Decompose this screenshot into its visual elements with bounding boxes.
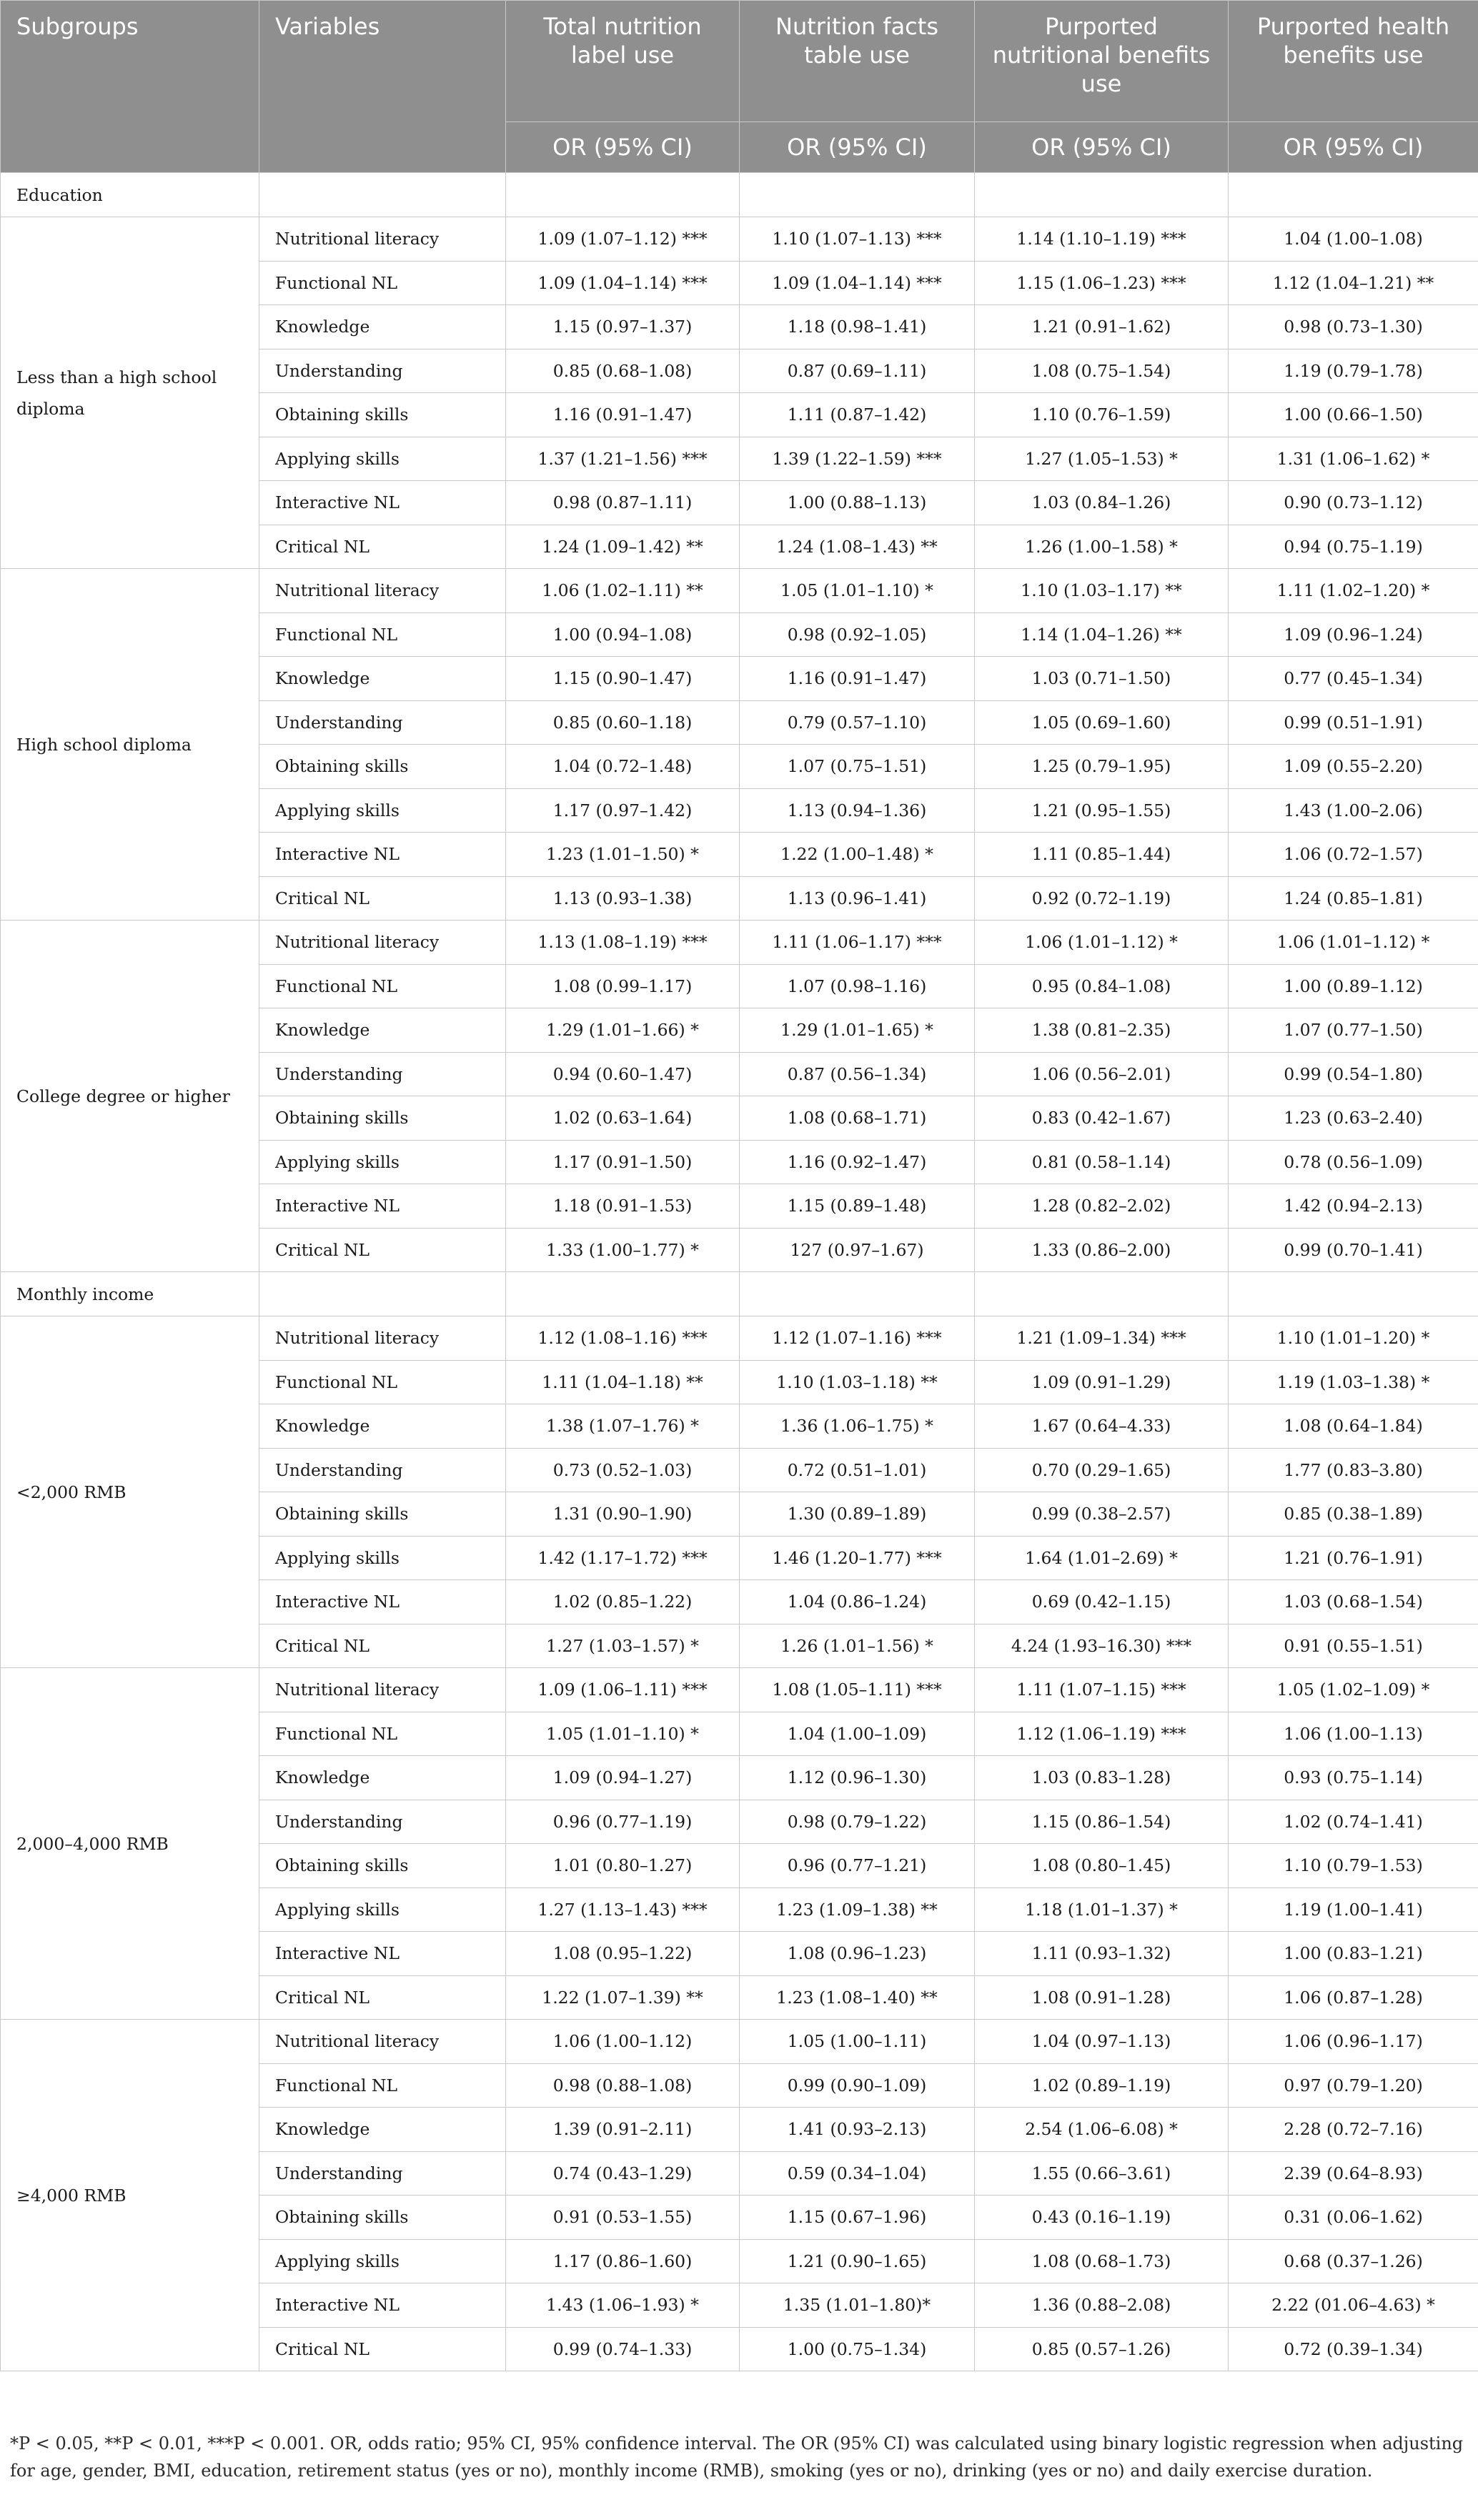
or-ci-value: 1.11 (1.06–1.17) *** — [740, 921, 975, 965]
variable-label: Functional NL — [259, 1712, 506, 1756]
variable-label: Functional NL — [259, 1360, 506, 1404]
or-ci-value: 1.27 (1.05–1.53) * — [975, 437, 1229, 481]
or-ci-value: 1.36 (0.88–2.08) — [975, 2283, 1229, 2328]
or-ci-value: 1.04 (1.00–1.08) — [1229, 217, 1478, 262]
or-ci-value: 1.18 (0.98–1.41) — [740, 305, 975, 349]
or-ci-value: 1.12 (0.96–1.30) — [740, 1756, 975, 1800]
or-ci-value: 1.13 (0.96–1.41) — [740, 876, 975, 921]
or-ci-value: 0.43 (0.16–1.19) — [975, 2196, 1229, 2240]
or-ci-value: 1.22 (1.00–1.48) * — [740, 833, 975, 877]
variable-label: Understanding — [259, 349, 506, 393]
or-ci-value: 1.12 (1.07–1.16) *** — [740, 1316, 975, 1361]
or-ci-value: 1.31 (0.90–1.90) — [506, 1492, 740, 1537]
or-ci-value: 1.02 (0.85–1.22) — [506, 1580, 740, 1624]
or-ci-value: 1.06 (1.00–1.13) — [1229, 1712, 1478, 1756]
or-ci-value: 1.13 (0.93–1.38) — [506, 876, 740, 921]
variable-label: Interactive NL — [259, 1580, 506, 1624]
variable-label: Nutritional literacy — [259, 2020, 506, 2064]
or-ci-value: 1.10 (0.79–1.53) — [1229, 1844, 1478, 1888]
or-ci-value: 0.72 (0.39–1.34) — [1229, 2327, 1478, 2371]
variable-label: Obtaining skills — [259, 1096, 506, 1141]
or-ci-value: 0.99 (0.70–1.41) — [1229, 1228, 1478, 1272]
or-ci-value: 1.28 (0.82–2.02) — [975, 1184, 1229, 1229]
or-ci-value: 1.33 (1.00–1.77) * — [506, 1228, 740, 1272]
or-ci-value: 0.85 (0.57–1.26) — [975, 2327, 1229, 2371]
empty-cell — [259, 1272, 506, 1316]
or-ci-value: 1.10 (1.03–1.18) ** — [740, 1360, 975, 1404]
or-ci-value: 1.09 (1.04–1.14) *** — [506, 261, 740, 305]
or-ci-value: 1.39 (1.22–1.59) *** — [740, 437, 975, 481]
or-ci-value: 1.07 (0.77–1.50) — [1229, 1008, 1478, 1053]
variable-label: Nutritional literacy — [259, 1668, 506, 1712]
header-or-ci: OR (95% CI) — [506, 122, 740, 173]
or-ci-value: 1.15 (0.67–1.96) — [740, 2196, 975, 2240]
variable-label: Nutritional literacy — [259, 569, 506, 613]
variable-label: Knowledge — [259, 2108, 506, 2152]
or-ci-value: 1.06 (1.01–1.12) * — [1229, 921, 1478, 965]
header-purported-health-benefits-use: Purported health benefits use — [1229, 1, 1478, 122]
or-ci-value: 1.23 (0.63–2.40) — [1229, 1096, 1478, 1141]
or-ci-value: 2.28 (0.72–7.16) — [1229, 2108, 1478, 2152]
empty-cell — [1229, 1272, 1478, 1316]
or-ci-value: 1.00 (0.88–1.13) — [740, 481, 975, 525]
or-ci-value: 1.17 (0.86–1.60) — [506, 2239, 740, 2283]
or-ci-value: 1.10 (1.01–1.20) * — [1229, 1316, 1478, 1361]
or-ci-value: 1.10 (1.03–1.17) ** — [975, 569, 1229, 613]
variable-label: Obtaining skills — [259, 1844, 506, 1888]
or-ci-value: 1.11 (1.02–1.20) * — [1229, 569, 1478, 613]
or-ci-value: 0.93 (0.75–1.14) — [1229, 1756, 1478, 1800]
or-ci-value: 1.06 (0.87–1.28) — [1229, 1975, 1478, 2020]
section-title: Monthly income — [1, 1272, 259, 1316]
or-ci-value: 1.21 (0.76–1.91) — [1229, 1536, 1478, 1580]
or-ci-value: 1.08 (0.64–1.84) — [1229, 1404, 1478, 1449]
or-ci-value: 1.03 (0.84–1.26) — [975, 481, 1229, 525]
or-ci-value: 1.09 (1.07–1.12) *** — [506, 217, 740, 262]
empty-cell — [506, 173, 740, 217]
or-ci-value: 0.97 (0.79–1.20) — [1229, 2063, 1478, 2108]
or-ci-value: 1.02 (0.74–1.41) — [1229, 1800, 1478, 1844]
or-ci-value: 1.06 (0.96–1.17) — [1229, 2020, 1478, 2064]
or-ci-value: 1.15 (1.06–1.23) *** — [975, 261, 1229, 305]
or-ci-value: 1.46 (1.20–1.77) *** — [740, 1536, 975, 1580]
subgroup-label: College degree or higher — [1, 921, 259, 1272]
or-ci-value: 0.91 (0.55–1.51) — [1229, 1624, 1478, 1668]
or-ci-value: 1.35 (1.01–1.80)* — [740, 2283, 975, 2328]
or-ci-value: 1.00 (0.89–1.12) — [1229, 964, 1478, 1008]
or-ci-value: 1.18 (0.91–1.53) — [506, 1184, 740, 1229]
or-ci-value: 0.92 (0.72–1.19) — [975, 876, 1229, 921]
variable-label: Applying skills — [259, 1887, 506, 1932]
or-ci-value: 0.98 (0.79–1.22) — [740, 1800, 975, 1844]
or-ci-value: 0.98 (0.92–1.05) — [740, 612, 975, 657]
or-ci-value: 0.81 (0.58–1.14) — [975, 1140, 1229, 1184]
or-ci-value: 1.10 (1.07–1.13) *** — [740, 217, 975, 262]
or-ci-value: 0.68 (0.37–1.26) — [1229, 2239, 1478, 2283]
or-ci-value: 1.03 (0.68–1.54) — [1229, 1580, 1478, 1624]
or-ci-value: 2.54 (1.06–6.08) * — [975, 2108, 1229, 2152]
or-ci-value: 0.31 (0.06–1.62) — [1229, 2196, 1478, 2240]
subgroup-label: <2,000 RMB — [1, 1316, 259, 1668]
or-ci-value: 1.09 (0.91–1.29) — [975, 1360, 1229, 1404]
or-ci-value: 1.24 (0.85–1.81) — [1229, 876, 1478, 921]
variable-label: Obtaining skills — [259, 2196, 506, 2240]
or-ci-value: 1.55 (0.66–3.61) — [975, 2151, 1229, 2196]
or-ci-value: 1.67 (0.64–4.33) — [975, 1404, 1229, 1449]
or-ci-value: 1.42 (0.94–2.13) — [1229, 1184, 1478, 1229]
or-ci-value: 0.87 (0.69–1.11) — [740, 349, 975, 393]
or-ci-value: 1.08 (0.91–1.28) — [975, 1975, 1229, 2020]
or-ci-value: 1.29 (1.01–1.65) * — [740, 1008, 975, 1053]
or-ci-value: 1.09 (1.06–1.11) *** — [506, 1668, 740, 1712]
or-ci-value: 1.13 (0.94–1.36) — [740, 788, 975, 833]
table-row — [1, 1668, 1478, 1712]
or-ci-value: 1.17 (0.91–1.50) — [506, 1140, 740, 1184]
or-ci-value: 1.77 (0.83–3.80) — [1229, 1448, 1478, 1492]
or-ci-value: 0.87 (0.56–1.34) — [740, 1052, 975, 1096]
or-ci-value: 1.08 (0.95–1.22) — [506, 1932, 740, 1976]
or-ci-value: 1.19 (1.03–1.38) * — [1229, 1360, 1478, 1404]
empty-cell — [259, 173, 506, 217]
or-ci-value: 1.11 (1.04–1.18) ** — [506, 1360, 740, 1404]
subgroup-label: 2,000–4,000 RMB — [1, 1668, 259, 2020]
or-ci-value: 0.94 (0.60–1.47) — [506, 1052, 740, 1096]
or-ci-value: 1.14 (1.10–1.19) *** — [975, 217, 1229, 262]
or-ci-value: 0.59 (0.34–1.04) — [740, 2151, 975, 2196]
or-ci-value: 1.43 (1.06–1.93) * — [506, 2283, 740, 2328]
variable-label: Interactive NL — [259, 1184, 506, 1229]
or-ci-value: 1.06 (1.01–1.12) * — [975, 921, 1229, 965]
variable-label: Critical NL — [259, 1624, 506, 1668]
or-ci-value: 1.00 (0.94–1.08) — [506, 612, 740, 657]
or-ci-value: 0.94 (0.75–1.19) — [1229, 525, 1478, 569]
or-ci-value: 1.07 (0.75–1.51) — [740, 745, 975, 789]
variable-label: Interactive NL — [259, 833, 506, 877]
variable-label: Critical NL — [259, 1228, 506, 1272]
or-ci-value: 0.85 (0.60–1.18) — [506, 700, 740, 745]
or-ci-value: 1.12 (1.08–1.16) *** — [506, 1316, 740, 1361]
or-ci-value: 1.38 (0.81–2.35) — [975, 1008, 1229, 1053]
or-ci-value: 1.10 (0.76–1.59) — [975, 393, 1229, 437]
or-ci-value: 1.23 (1.09–1.38) ** — [740, 1887, 975, 1932]
or-ci-value: 1.41 (0.93–2.13) — [740, 2108, 975, 2152]
or-ci-value: 127 (0.97–1.67) — [740, 1228, 975, 1272]
or-ci-value: 0.99 (0.90–1.09) — [740, 2063, 975, 2108]
variable-label: Knowledge — [259, 657, 506, 701]
or-ci-value: 1.12 (1.06–1.19) *** — [975, 1712, 1229, 1756]
or-ci-value: 1.18 (1.01–1.37) * — [975, 1887, 1229, 1932]
or-ci-value: 1.21 (0.90–1.65) — [740, 2239, 975, 2283]
or-ci-value: 0.78 (0.56–1.09) — [1229, 1140, 1478, 1184]
or-ci-value: 1.16 (0.91–1.47) — [740, 657, 975, 701]
or-ci-value: 1.06 (1.00–1.12) — [506, 2020, 740, 2064]
table-row — [1, 1316, 1478, 1361]
variable-label: Interactive NL — [259, 481, 506, 525]
or-ci-value: 1.08 (1.05–1.11) *** — [740, 1668, 975, 1712]
table-row — [1, 217, 1478, 262]
or-ci-value: 0.83 (0.42–1.67) — [975, 1096, 1229, 1141]
or-ci-value: 1.24 (1.09–1.42) ** — [506, 525, 740, 569]
or-ci-value: 1.16 (0.92–1.47) — [740, 1140, 975, 1184]
or-ci-value: 1.15 (0.97–1.37) — [506, 305, 740, 349]
or-ci-value: 1.22 (1.07–1.39) ** — [506, 1975, 740, 2020]
or-ci-value: 0.74 (0.43–1.29) — [506, 2151, 740, 2196]
or-ci-value: 0.98 (0.73–1.30) — [1229, 305, 1478, 349]
or-ci-value: 1.26 (1.00–1.58) * — [975, 525, 1229, 569]
variable-label: Functional NL — [259, 964, 506, 1008]
or-ci-value: 1.05 (1.01–1.10) * — [740, 569, 975, 613]
variable-label: Applying skills — [259, 1140, 506, 1184]
or-ci-value: 1.08 (0.99–1.17) — [506, 964, 740, 1008]
section-row — [1, 173, 1478, 217]
or-ci-value: 1.36 (1.06–1.75) * — [740, 1404, 975, 1449]
or-ci-value: 0.91 (0.53–1.55) — [506, 2196, 740, 2240]
or-ci-value: 1.03 (0.83–1.28) — [975, 1756, 1229, 1800]
or-ci-value: 1.15 (0.89–1.48) — [740, 1184, 975, 1229]
or-ci-value: 1.08 (0.68–1.71) — [740, 1096, 975, 1141]
or-ci-value: 0.96 (0.77–1.19) — [506, 1800, 740, 1844]
variable-label: Obtaining skills — [259, 1492, 506, 1537]
or-ci-value: 1.04 (0.72–1.48) — [506, 745, 740, 789]
variable-label: Understanding — [259, 1800, 506, 1844]
or-ci-value: 1.11 (0.85–1.44) — [975, 833, 1229, 877]
subgroup-label: Less than a high school diploma — [1, 217, 259, 569]
or-ci-value: 0.77 (0.45–1.34) — [1229, 657, 1478, 701]
or-ci-value: 1.64 (1.01–2.69) * — [975, 1536, 1229, 1580]
or-ci-value: 4.24 (1.93–16.30) *** — [975, 1624, 1229, 1668]
variable-label: Interactive NL — [259, 2283, 506, 2328]
or-ci-value: 1.27 (1.03–1.57) * — [506, 1624, 740, 1668]
variable-label: Critical NL — [259, 1975, 506, 2020]
or-ci-value: 0.85 (0.68–1.08) — [506, 349, 740, 393]
or-ci-value: 1.00 (0.83–1.21) — [1229, 1932, 1478, 1976]
variable-label: Functional NL — [259, 612, 506, 657]
header-subgroups: Subgroups — [1, 1, 259, 173]
subgroup-label: ≥4,000 RMB — [1, 2020, 259, 2371]
variable-label: Obtaining skills — [259, 745, 506, 789]
section-title: Education — [1, 173, 259, 217]
or-ci-value: 1.02 (0.89–1.19) — [975, 2063, 1229, 2108]
variable-label: Nutritional literacy — [259, 921, 506, 965]
variable-label: Applying skills — [259, 437, 506, 481]
empty-cell — [740, 1272, 975, 1316]
or-ci-value: 0.73 (0.52–1.03) — [506, 1448, 740, 1492]
variable-label: Functional NL — [259, 2063, 506, 2108]
or-ci-value: 1.04 (0.86–1.24) — [740, 1580, 975, 1624]
or-ci-value: 2.22 (01.06–4.63) * — [1229, 2283, 1478, 2328]
variable-label: Understanding — [259, 1448, 506, 1492]
header-variables: Variables — [259, 1, 506, 173]
or-ci-value: 0.99 (0.74–1.33) — [506, 2327, 740, 2371]
or-ci-value: 0.96 (0.77–1.21) — [740, 1844, 975, 1888]
variable-label: Knowledge — [259, 1404, 506, 1449]
empty-cell — [506, 1272, 740, 1316]
table-footnote: *P < 0.05, **P < 0.01, ***P < 0.001. OR, odds ratio; 95% CI, 95% confidence interval. The OR (95% CI) was calculated using binary logistic regression when adjusting for age, gender, BMI, education, retirement status (yes or no), monthly income (RMB), smoking (yes or no), drinking (yes or no) and daily exercise duration. — [10, 2434, 1464, 2481]
section-row — [1, 1272, 1478, 1316]
variable-label: Applying skills — [259, 2239, 506, 2283]
or-ci-value: 1.05 (1.01–1.10) * — [506, 1712, 740, 1756]
or-ci-value: 0.98 (0.87–1.11) — [506, 481, 740, 525]
or-ci-value: 1.24 (1.08–1.43) ** — [740, 525, 975, 569]
or-ci-value: 1.37 (1.21–1.56) *** — [506, 437, 740, 481]
or-ci-value: 1.05 (1.02–1.09) * — [1229, 1668, 1478, 1712]
or-ci-value: 1.00 (0.75–1.34) — [740, 2327, 975, 2371]
empty-cell — [1229, 173, 1478, 217]
table-row — [1, 2020, 1478, 2064]
variable-label: Functional NL — [259, 261, 506, 305]
or-ci-value: 1.06 (0.72–1.57) — [1229, 833, 1478, 877]
or-ci-value: 1.38 (1.07–1.76) * — [506, 1404, 740, 1449]
or-ci-value: 0.69 (0.42–1.15) — [975, 1580, 1229, 1624]
subgroup-label: High school diploma — [1, 569, 259, 921]
or-ci-value: 1.01 (0.80–1.27) — [506, 1844, 740, 1888]
or-ci-value: 1.06 (1.02–1.11) ** — [506, 569, 740, 613]
or-ci-value: 1.11 (0.87–1.42) — [740, 393, 975, 437]
or-ci-value: 0.99 (0.54–1.80) — [1229, 1052, 1478, 1096]
or-ci-value: 1.09 (0.55–2.20) — [1229, 745, 1478, 789]
variable-label: Knowledge — [259, 305, 506, 349]
or-ci-value: 1.07 (0.98–1.16) — [740, 964, 975, 1008]
or-ci-value: 0.98 (0.88–1.08) — [506, 2063, 740, 2108]
or-ci-value: 1.13 (1.08–1.19) *** — [506, 921, 740, 965]
or-ci-value: 1.43 (1.00–2.06) — [1229, 788, 1478, 833]
variable-label: Knowledge — [259, 1756, 506, 1800]
or-ci-value: 0.79 (0.57–1.10) — [740, 700, 975, 745]
or-ci-value: 1.23 (1.08–1.40) ** — [740, 1975, 975, 2020]
variable-label: Understanding — [259, 2151, 506, 2196]
or-ci-value: 1.42 (1.17–1.72) *** — [506, 1536, 740, 1580]
or-ci-value: 0.90 (0.73–1.12) — [1229, 481, 1478, 525]
or-ci-value: 1.05 (0.69–1.60) — [975, 700, 1229, 745]
header-total-nutrition-label-use: Total nutrition label use — [506, 1, 740, 122]
or-ci-value: 1.16 (0.91–1.47) — [506, 393, 740, 437]
variable-label: Applying skills — [259, 1536, 506, 1580]
or-ci-value: 1.09 (1.04–1.14) *** — [740, 261, 975, 305]
or-ci-value: 0.70 (0.29–1.65) — [975, 1448, 1229, 1492]
or-ci-value: 1.04 (0.97–1.13) — [975, 2020, 1229, 2064]
or-ci-value: 1.29 (1.01–1.66) * — [506, 1008, 740, 1053]
header-or-ci: OR (95% CI) — [740, 122, 975, 173]
variable-label: Interactive NL — [259, 1932, 506, 1976]
or-ci-value: 1.02 (0.63–1.64) — [506, 1096, 740, 1141]
or-ci-value: 1.21 (0.95–1.55) — [975, 788, 1229, 833]
table-row — [1, 921, 1478, 965]
header-or-ci: OR (95% CI) — [975, 122, 1229, 173]
empty-cell — [975, 173, 1229, 217]
or-ci-value: 1.11 (0.93–1.32) — [975, 1932, 1229, 1976]
empty-cell — [740, 173, 975, 217]
variable-label: Nutritional literacy — [259, 217, 506, 262]
or-ci-value: 1.08 (0.68–1.73) — [975, 2239, 1229, 2283]
table-body — [1, 173, 1478, 2371]
or-ci-value: 1.15 (0.90–1.47) — [506, 657, 740, 701]
variable-label: Understanding — [259, 1052, 506, 1096]
variable-label: Critical NL — [259, 876, 506, 921]
or-ci-value: 1.12 (1.04–1.21) ** — [1229, 261, 1478, 305]
header-purported-nutritional-benefits-use: Purported nutritional benefits use — [975, 1, 1229, 122]
or-ci-value: 1.17 (0.97–1.42) — [506, 788, 740, 833]
or-ci-value: 1.19 (0.79–1.78) — [1229, 349, 1478, 393]
or-ci-value: 0.99 (0.51–1.91) — [1229, 700, 1478, 745]
or-ci-value: 1.19 (1.00–1.41) — [1229, 1887, 1478, 1932]
or-ci-value: 1.33 (0.86–2.00) — [975, 1228, 1229, 1272]
or-ci-value: 1.25 (0.79–1.95) — [975, 745, 1229, 789]
or-ci-value: 1.11 (1.07–1.15) *** — [975, 1668, 1229, 1712]
or-ci-value: 1.04 (1.00–1.09) — [740, 1712, 975, 1756]
or-ci-value: 0.95 (0.84–1.08) — [975, 964, 1229, 1008]
or-ci-value: 2.39 (0.64–8.93) — [1229, 2151, 1478, 2196]
or-ci-value: 1.09 (0.94–1.27) — [506, 1756, 740, 1800]
or-ci-value: 1.08 (0.75–1.54) — [975, 349, 1229, 393]
or-ci-value: 1.09 (0.96–1.24) — [1229, 612, 1478, 657]
or-ci-value: 1.30 (0.89–1.89) — [740, 1492, 975, 1537]
or-ci-value: 1.21 (0.91–1.62) — [975, 305, 1229, 349]
or-ci-value: 1.27 (1.13–1.43) *** — [506, 1887, 740, 1932]
or-ci-value: 1.23 (1.01–1.50) * — [506, 833, 740, 877]
or-ci-value: 1.31 (1.06–1.62) * — [1229, 437, 1478, 481]
empty-cell — [975, 1272, 1229, 1316]
or-ci-value: 1.03 (0.71–1.50) — [975, 657, 1229, 701]
or-ci-value: 1.00 (0.66–1.50) — [1229, 393, 1478, 437]
variable-label: Nutritional literacy — [259, 1316, 506, 1361]
or-ci-value: 0.99 (0.38–2.57) — [975, 1492, 1229, 1537]
variable-label: Understanding — [259, 700, 506, 745]
or-ci-value: 1.26 (1.01–1.56) * — [740, 1624, 975, 1668]
variable-label: Knowledge — [259, 1008, 506, 1053]
or-ci-value: 1.08 (0.96–1.23) — [740, 1932, 975, 1976]
or-ci-value: 1.15 (0.86–1.54) — [975, 1800, 1229, 1844]
or-ci-value: 1.08 (0.80–1.45) — [975, 1844, 1229, 1888]
variable-label: Obtaining skills — [259, 393, 506, 437]
or-ci-value: 0.85 (0.38–1.89) — [1229, 1492, 1478, 1537]
or-ci-value: 1.21 (1.09–1.34) *** — [975, 1316, 1229, 1361]
table-row — [1, 569, 1478, 613]
or-ci-value: 1.05 (1.00–1.11) — [740, 2020, 975, 2064]
header-nutrition-facts-table-use: Nutrition facts table use — [740, 1, 975, 122]
variable-label: Critical NL — [259, 525, 506, 569]
or-ci-value: 1.06 (0.56–2.01) — [975, 1052, 1229, 1096]
or-ci-value: 1.14 (1.04–1.26) ** — [975, 612, 1229, 657]
or-ci-value: 1.39 (0.91–2.11) — [506, 2108, 740, 2152]
variable-label: Applying skills — [259, 788, 506, 833]
variable-label: Critical NL — [259, 2327, 506, 2371]
or-ci-value: 0.72 (0.51–1.01) — [740, 1448, 975, 1492]
header-or-ci: OR (95% CI) — [1229, 122, 1478, 173]
